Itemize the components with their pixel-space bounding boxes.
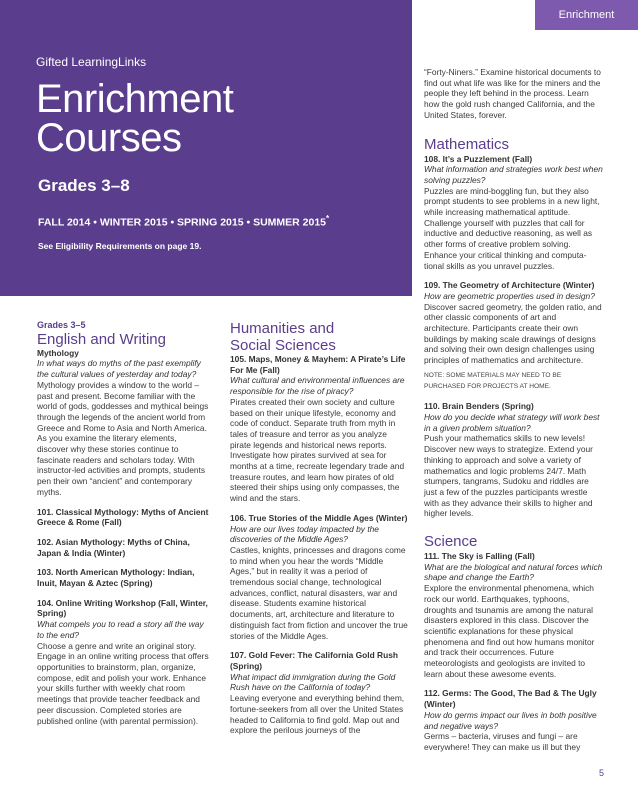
course-112-description: Germs – bacteria, viruses and fungi – are everywhere! They can make us ill but they xyxy=(424,731,581,752)
section-heading-science: Science xyxy=(424,533,478,551)
course-106-title: 106. True Stories of the Middle Ages (Winter) xyxy=(230,512,408,523)
section-heading-humanities: Humanities and Social Sciences xyxy=(230,320,336,354)
course-110-title: 110. Brain Benders (Spring) xyxy=(424,401,534,412)
eligibility-note: See Eligibility Requirements on page 19. xyxy=(38,241,202,251)
course-101-title: 101. Classical Mythology: Myths of Ancient Greece & Rome (Fall) xyxy=(37,506,209,528)
course-109-title: 109. The Geometry of Architecture (Winter) xyxy=(424,280,595,291)
mythology-description: Mythology provides a window to the world – past and present. Become familiar with the world of gods, goddesses and mythical beings through the legends of the ancient world from Greece and Rome to Asia and North America. As you examine the literary elements, discover why these stories continue to fascinate readers and scholars today. With instructor-led activities and prompts, students pen their own “ancient” and contemporary myths. xyxy=(37,379,209,497)
terms-mark: * xyxy=(326,214,330,223)
course-108-description: Puzzles are mind-boggling fun, but they also prompt students to see problems in a new light, while increasing mathematical aptitude. Challenge yourself with puzzles that call for inductive and deductive reasoning, as well as other forms of creative problem solving. Enhance your critical thinking and computa-tional skills as you unravel puzzles. xyxy=(424,185,600,271)
course-107-continued: “Forty-Niners.” Examine historical documents to find out what life was like for the miners and the people they left behind in the process. Learn how the gold rush changed California, and the United States, forever. xyxy=(424,67,601,120)
course-103-title: 103. North American Mythology: Indian, Inuit, Mayan & Aztec (Spring) xyxy=(37,567,195,589)
title-line-2: Courses xyxy=(36,116,182,160)
course-107-question: What impact did immigration during the Gold Rush have on the California of today? xyxy=(230,671,396,693)
course-105-description: Pirates created their own society and culture based on their unique lifestyle, economy and code of conduct. Separate truth from myth in tales of treasure and terror as you analyze pirate legends and historical news reports. Investigate how pirates survived at sea for months at a time, recreate legendary trade and treasure routes, and learn how pirates of old steered their ships using only compasses, the wind and the stars. xyxy=(230,396,405,504)
section-tab-label: Enrichment xyxy=(558,9,615,21)
course-108-title: 108. It’s a Puzzlement (Fall) xyxy=(424,153,533,164)
mythology-question: In what ways do myths of the past exemplify the cultural values of yesterday and today? xyxy=(37,358,201,380)
section-heading-english: English and Writing xyxy=(37,330,166,348)
grades-label: Grades 3–8 xyxy=(38,176,130,195)
page-number: 5 xyxy=(598,768,604,778)
course-112-question: How do germs impact our lives in both positive and negative ways? xyxy=(424,709,597,731)
course-107-description: Leaving everyone and everything behind them, fortune-seekers from all over the United States headed to California to find gold. Map out and explore the perilous journeys of the xyxy=(230,693,405,736)
course-107-title: 107. Gold Fever: The California Gold Rush (Spring) xyxy=(230,650,398,671)
terms-text: FALL 2014 • WINTER 2015 • SPRING 2015 • SUMMER 2015 xyxy=(38,216,327,229)
course-109-question: How are geometric properties used in design? xyxy=(424,290,595,301)
course-106-description: Castles, knights, princesses and dragons come to mind when you hear the words “Middle Ages,” but in reality it was a period of tremendous social change, technological advances, conflict, natural disasters, war and disease. Students examine historical documents, art, architecture and literature to distinguish fact from fiction and uncover the true stories of the Middle Ages. xyxy=(230,544,408,641)
course-111-description: Explore the environmental phenomena, which rock our world. Earthquakes, typhoons, droughts and tsunamis are among the natural disasters explored in this class. Discover the scientific explanations for these physical phenomena and find out how humans monitor and track their occurrences. Future meteorologists and geologists are invited to learn about these awesome events. xyxy=(424,583,595,679)
grade-subhead: Grades 3–5 xyxy=(37,320,86,330)
course-112-title: 112. Germs: The Good, The Bad & The Ugly (Winter) xyxy=(424,688,597,710)
course-102-title: 102. Asian Mythology: Myths of China, Japan & India (Winter) xyxy=(37,536,190,558)
brand-name: Gifted LearningLinks xyxy=(36,55,147,69)
section-heading-mathematics: Mathematics xyxy=(424,135,510,153)
course-104-title: 104. Online Writing Workshop (Fall, Winter, Spring) xyxy=(37,597,208,619)
section-tab xyxy=(535,0,638,30)
course-108-question: What information and strategies work best when solving puzzles? xyxy=(424,164,603,185)
course-104-description: Choose a genre and write an original story. Engage in an online writing process that offers opportunities to brainstorm, plan, organize, compose, edit and polish your work. Enhance your skills further with weekly chat room meetings that provide teacher feedback and peer discussion. Completed stories are published online (with parental permission). xyxy=(37,640,209,726)
course-111-title: 111. The Sky is Falling (Fall) xyxy=(424,551,535,562)
course-111-question: What are the biological and natural forces which shape and change the Earth? xyxy=(424,561,603,583)
column-english xyxy=(37,320,209,726)
terms-line xyxy=(38,214,329,229)
column-math-science xyxy=(424,67,604,753)
course-109-description: Discover sacred geometry, the golden ratio, and other classic components of art and architecture. Participants create their own buildings by making scale drawings of designs and solving their own design challenges using principles of mathematics and architecture. xyxy=(424,301,602,366)
hero-banner xyxy=(0,0,412,296)
page-title xyxy=(36,77,234,160)
course-105-question: What cultural and environmental influences are responsible for the rise of piracy? xyxy=(230,375,405,397)
course-105-title: 105. Maps, Money & Mayhem: A Pirate’s Life For Me (Fall) xyxy=(230,354,406,375)
course-109-note: NOTE: SOME MATERIALS MAY NEED TO BE PURCHASED FOR PROJECTS AT HOME. xyxy=(424,371,562,390)
title-line-1: Enrichment xyxy=(36,77,234,121)
course-106-question: How are our lives today impacted by the discoveries of the Middle Ages? xyxy=(230,523,379,545)
course-104-question: What compels you to read a story all the way to the end? xyxy=(37,619,204,640)
course-110-description: Push your mathematics skills to new levels! Discover new ways to strategize. Extend your thinking to approach and solve a variety of mathematics and logic problems 24/7. Math stumpers, tangrams, Sudoku and riddles are just a few of the puzzles participants wrestle with as they advance their skills to higher and higher levels. xyxy=(424,433,593,519)
mythology-title: Mythology xyxy=(37,347,79,358)
column-humanities xyxy=(230,320,408,736)
course-110-question: How do you decide what strategy will work best in a given problem situation? xyxy=(424,411,600,433)
